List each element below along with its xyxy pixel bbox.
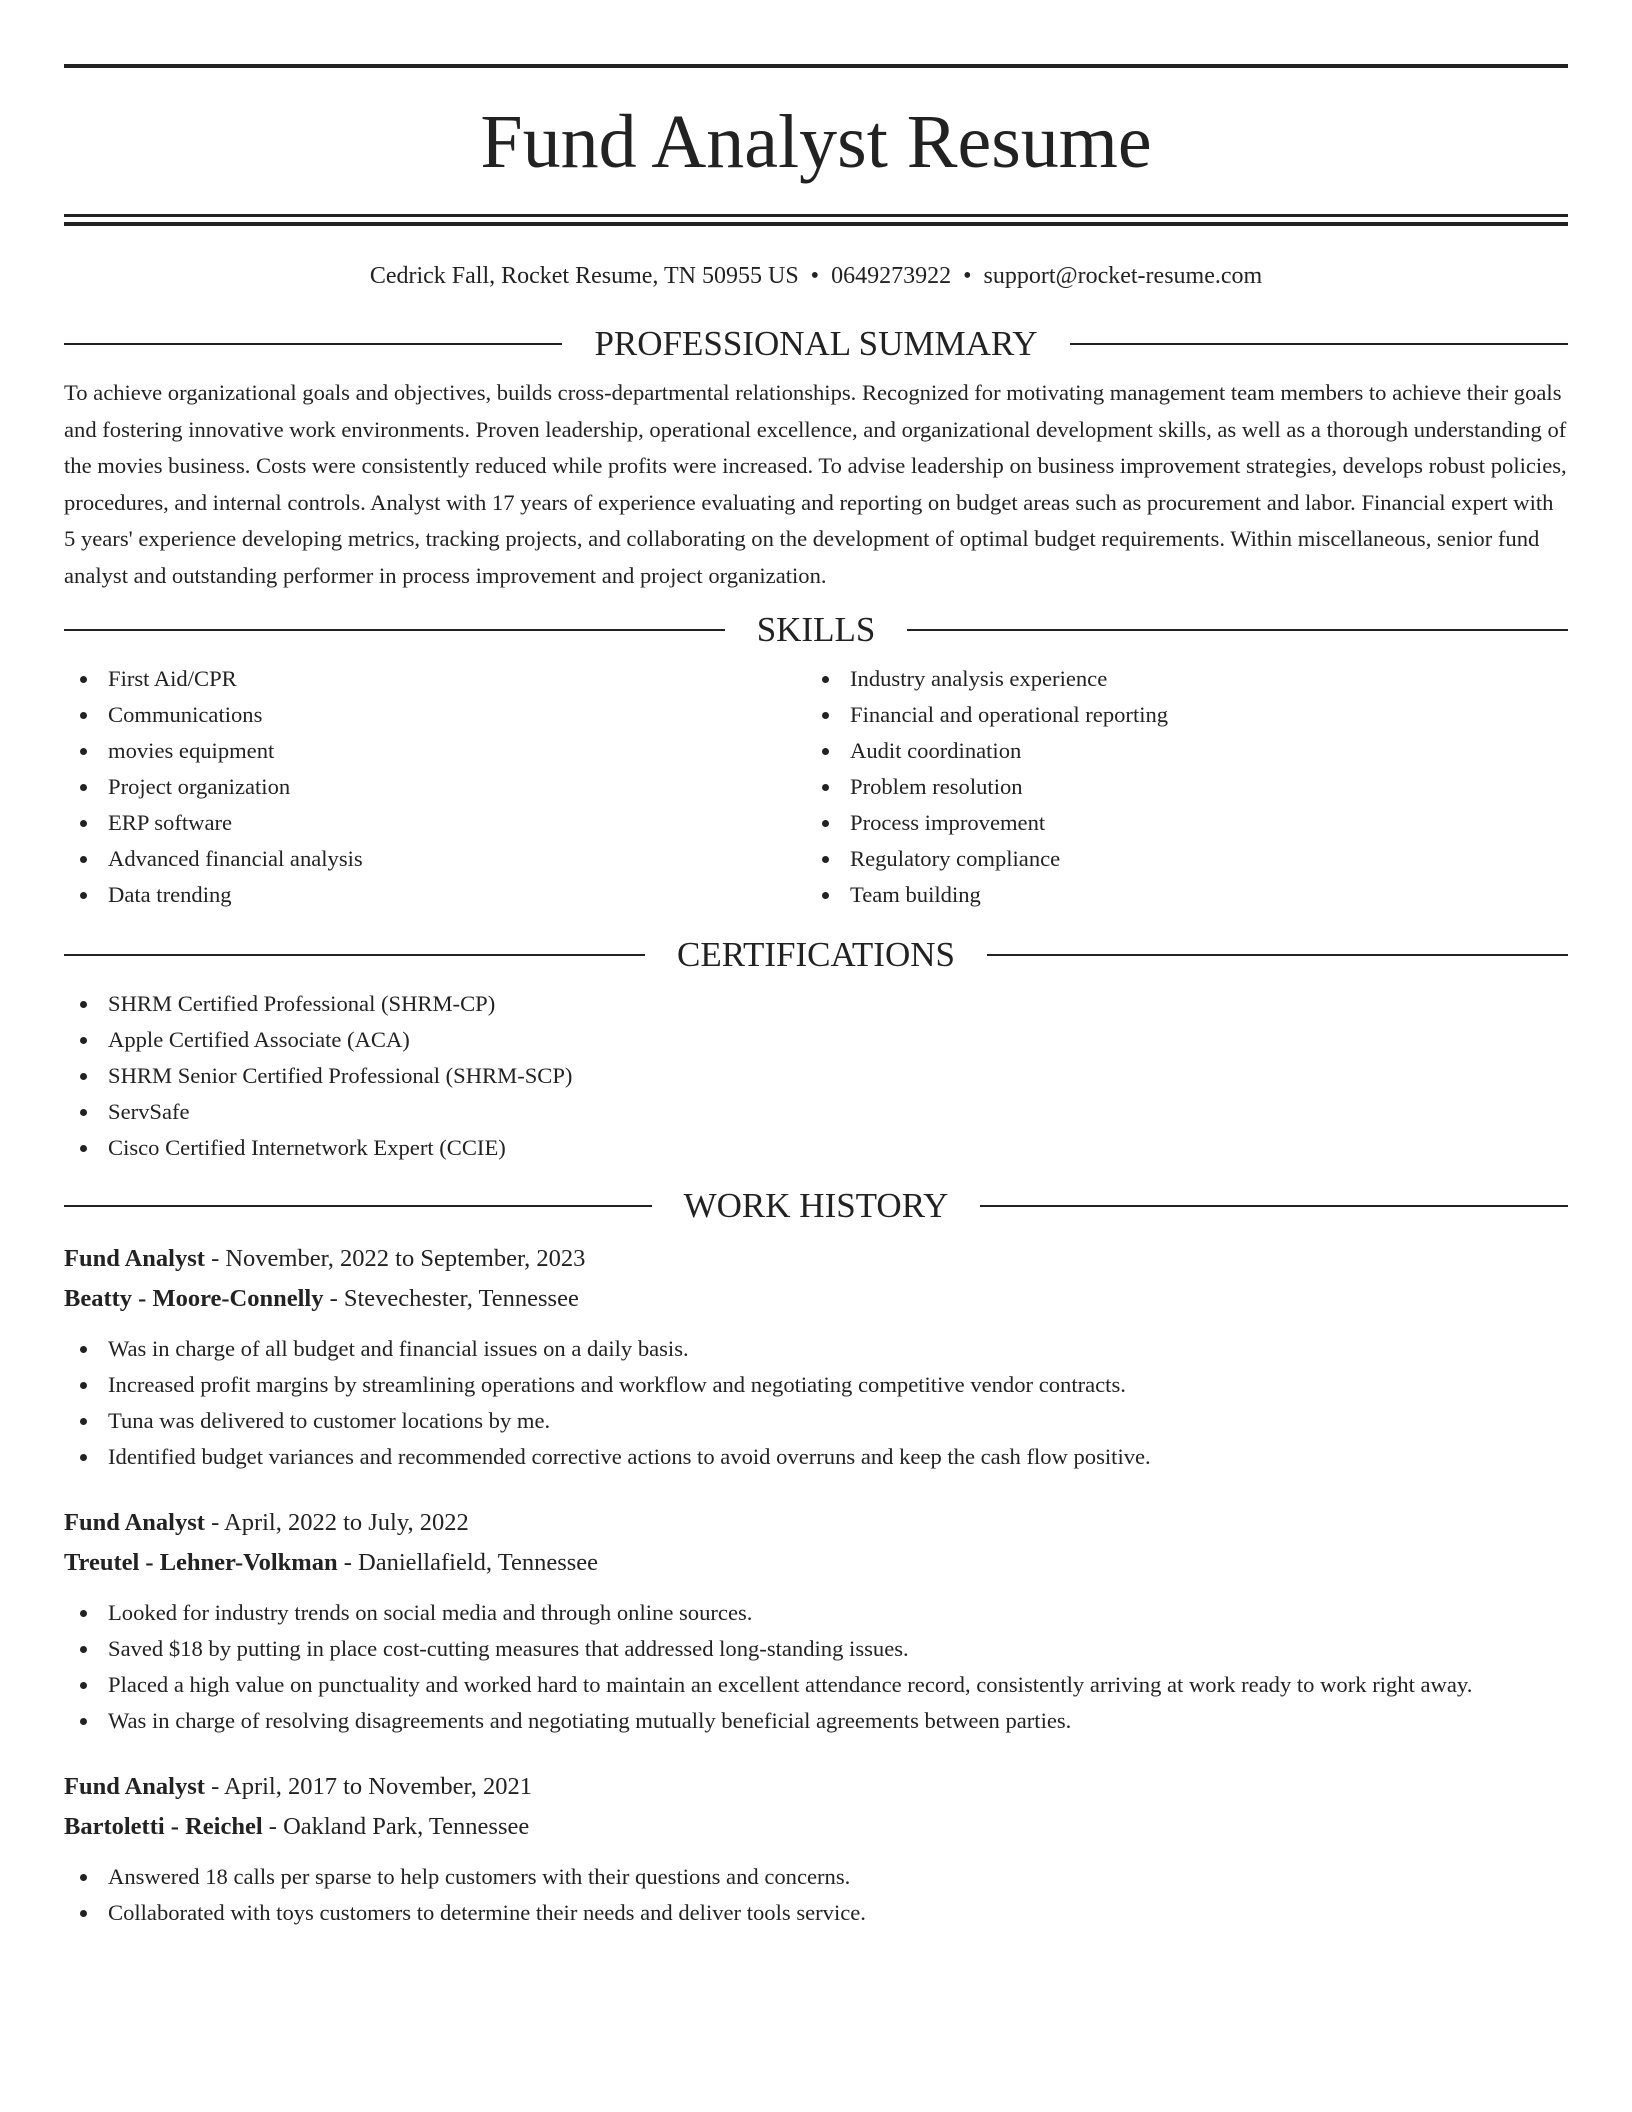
job-company: Bartoletti - Reichel	[64, 1813, 263, 1840]
job-entry	[64, 1503, 1568, 1739]
job-title-line	[64, 1767, 1568, 1807]
contact-separator: •	[963, 263, 972, 289]
skill-item: Industry analysis experience	[806, 661, 1548, 697]
job-company: Beatty - Moore-Connelly	[64, 1285, 324, 1312]
section-title: PROFESSIONAL SUMMARY	[594, 324, 1038, 363]
job-company-line	[64, 1807, 1568, 1847]
job-dates: - April, 2017 to November, 2021	[204, 1773, 532, 1800]
title-double-rule	[64, 214, 1568, 226]
skills-grid	[64, 661, 1568, 913]
job-bullet: Increased profit margins by streamlining operations and workflow and negotiating competitive vendor contracts.	[64, 1367, 1568, 1403]
skill-item: Audit coordination	[806, 733, 1548, 769]
divider	[1070, 343, 1568, 345]
skill-item: movies equipment	[64, 733, 806, 769]
contact-email: support@rocket-resume.com	[983, 263, 1263, 289]
job-bullet: Tuna was delivered to customer locations by me.	[64, 1403, 1568, 1439]
page-title: Fund Analyst Resume	[480, 100, 1152, 184]
certification-item: Cisco Certified Internetwork Expert (CCIE)	[64, 1130, 1568, 1166]
divider	[64, 1205, 652, 1207]
divider	[64, 343, 562, 345]
job-dates: - April, 2022 to July, 2022	[204, 1509, 469, 1536]
job-title: Fund Analyst	[64, 1773, 205, 1800]
skill-item: Financial and operational reporting	[806, 697, 1548, 733]
section-title: CERTIFICATIONS	[677, 935, 955, 974]
job-bullets	[64, 1331, 1568, 1475]
divider	[987, 954, 1568, 956]
section-heading-skills	[64, 612, 1568, 647]
job-company: Treutel - Lehner-Volkman	[64, 1549, 338, 1576]
skills-list-left	[64, 661, 806, 913]
contact-separator: •	[810, 263, 820, 289]
divider	[64, 629, 725, 631]
divider	[980, 1205, 1568, 1207]
job-bullet: Looked for industry trends on social media and through online sources.	[64, 1595, 1568, 1631]
skill-item: Data trending	[64, 877, 806, 913]
job-bullet: Placed a high value on punctuality and worked hard to maintain an excellent attendance record, consistently arriving at work ready to work right away.	[64, 1667, 1568, 1703]
job-bullets	[64, 1859, 1568, 1931]
certification-item: SHRM Certified Professional (SHRM-CP)	[64, 986, 1568, 1022]
work-history	[64, 1239, 1568, 1931]
summary-text: To achieve organizational goals and objectives, builds cross-departmental relationships. Recognized for motivating management team members to achieve their goals and fostering innovative work environments. Proven leadership, operational excellence, and organizational development skills, as well as a thorough understanding of the movies business. Costs were consistently reduced while profits were increased. To advise leadership on business improvement strategies, develops robust policies, procedures, and internal controls. Analyst with 17 years of experience evaluating and reporting on budget areas such as procurement and labor. Financial expert with 5 years' experience developing metrics, tracking projects, and collaborating on the development of optimal budget requirements. Within miscellaneous, senior fund analyst and outstanding performer in process improvement and project organization.	[64, 380, 1567, 588]
skill-item: Project organization	[64, 769, 806, 805]
skill-item: Communications	[64, 697, 806, 733]
skill-item: ERP software	[64, 805, 806, 841]
certification-item: Apple Certified Associate (ACA)	[64, 1022, 1568, 1058]
job-title: Fund Analyst	[64, 1245, 205, 1272]
skill-item: Problem resolution	[806, 769, 1548, 805]
job-bullet: Was in charge of all budget and financial issues on a daily basis.	[64, 1331, 1568, 1367]
job-title-line	[64, 1503, 1568, 1543]
job-title-line	[64, 1239, 1568, 1279]
contact-address: Cedrick Fall, Rocket Resume, TN 50955 US	[369, 263, 799, 289]
skill-item: Team building	[806, 877, 1548, 913]
divider	[907, 629, 1568, 631]
job-title: Fund Analyst	[64, 1509, 205, 1536]
contact-line	[64, 264, 1568, 288]
certification-item: ServSafe	[64, 1094, 1568, 1130]
job-company-line	[64, 1543, 1568, 1583]
section-heading-certifications	[64, 937, 1568, 972]
job-entry	[64, 1767, 1568, 1931]
section-heading-summary	[64, 326, 1568, 361]
skill-item: Advanced financial analysis	[64, 841, 806, 877]
job-company-line	[64, 1279, 1568, 1319]
job-location: - Daniellafield, Tennessee	[337, 1549, 599, 1576]
section-heading-work-history	[64, 1188, 1568, 1223]
job-bullet: Collaborated with toys customers to determine their needs and deliver tools service.	[64, 1895, 1568, 1931]
job-bullet: Was in charge of resolving disagreements and negotiating mutually beneficial agreements between parties.	[64, 1703, 1568, 1739]
job-bullet: Answered 18 calls per sparse to help customers with their questions and concerns.	[64, 1859, 1568, 1895]
job-bullet: Saved $18 by putting in place cost-cutting measures that addressed long-standing issues.	[64, 1631, 1568, 1667]
skill-item: Regulatory compliance	[806, 841, 1548, 877]
certification-item: SHRM Senior Certified Professional (SHRM-SCP)	[64, 1058, 1568, 1094]
section-title: SKILLS	[756, 610, 876, 649]
job-dates: - November, 2022 to September, 2023	[204, 1245, 586, 1272]
job-bullet: Identified budget variances and recommended corrective actions to avoid overruns and keep the cash flow positive.	[64, 1439, 1568, 1475]
job-location: - Oakland Park, Tennessee	[262, 1813, 530, 1840]
job-location: - Stevechester, Tennessee	[323, 1285, 579, 1312]
resume-page	[64, 64, 1568, 1931]
skills-list-right	[806, 661, 1548, 913]
skill-item: Process improvement	[806, 805, 1548, 841]
contact-phone: 0649273922	[831, 263, 952, 289]
certifications-list	[64, 986, 1568, 1166]
skill-item: First Aid/CPR	[64, 661, 806, 697]
top-rule	[64, 64, 1568, 68]
section-title: WORK HISTORY	[683, 1186, 949, 1225]
job-bullets	[64, 1595, 1568, 1739]
divider	[64, 954, 645, 956]
job-entry	[64, 1239, 1568, 1475]
